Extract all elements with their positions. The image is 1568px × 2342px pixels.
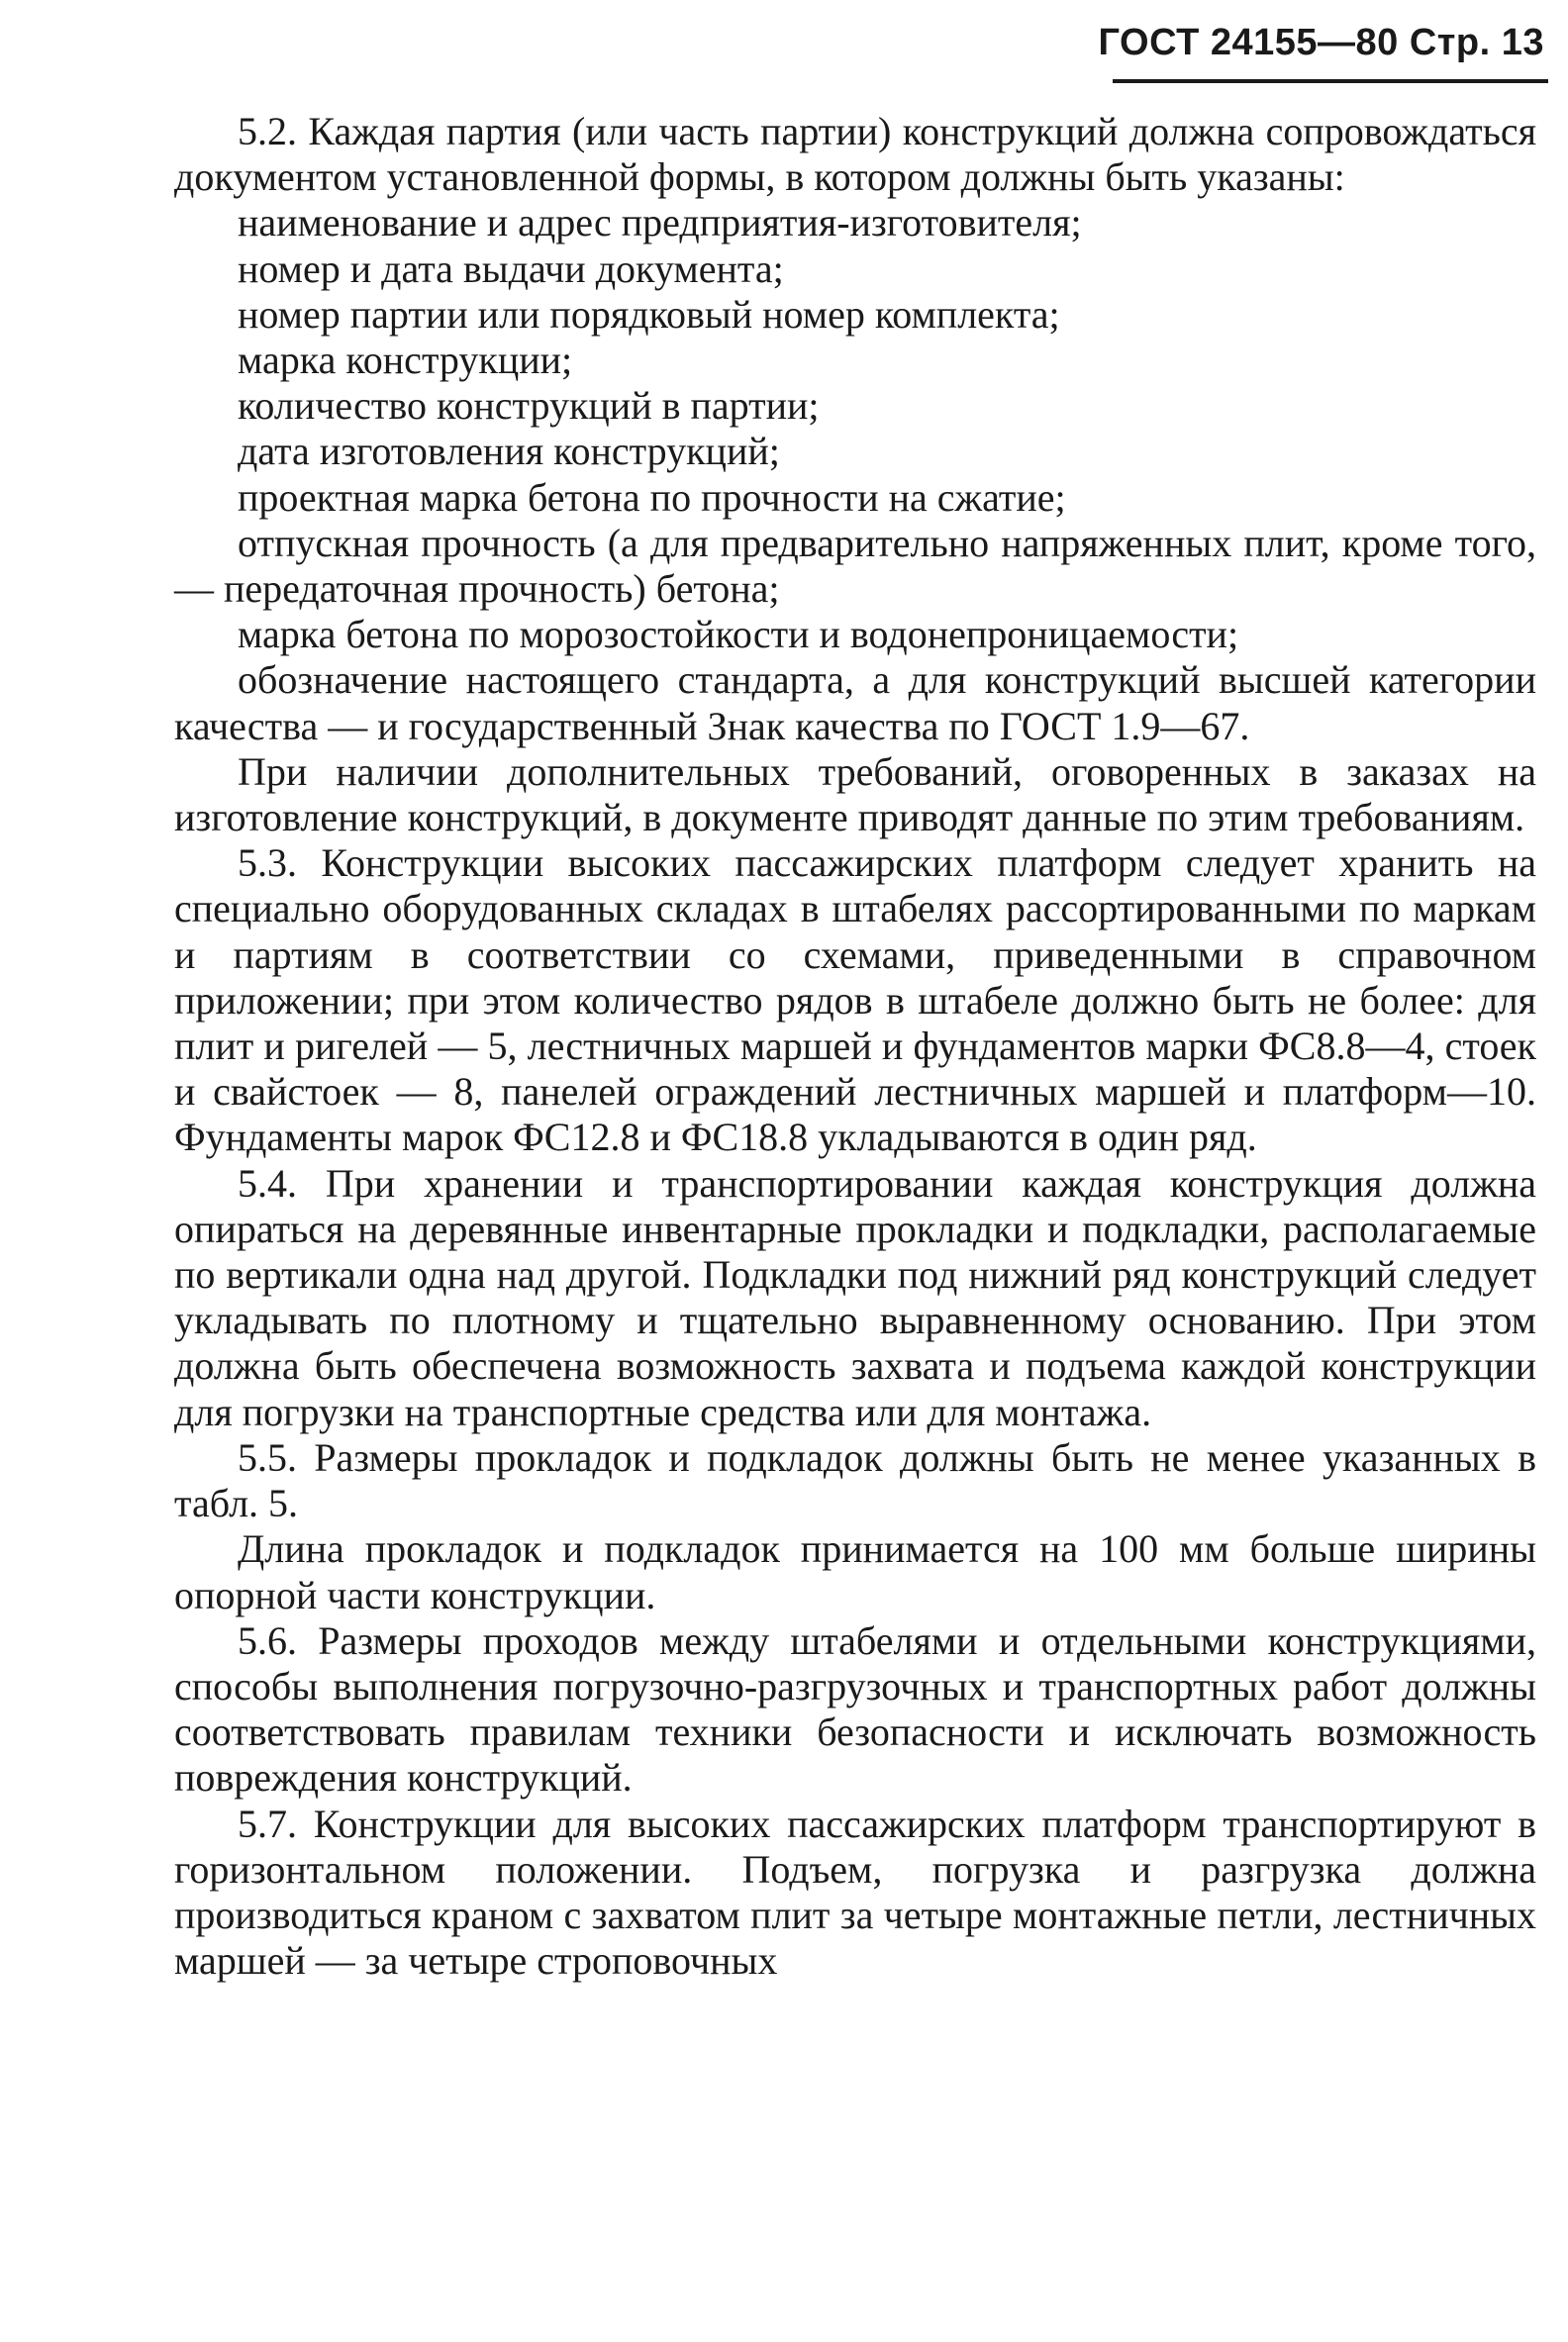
list-item: проектная марка бетона по прочности на сжатие; bbox=[238, 474, 1066, 520]
paragraph-additional-requirements: При наличии дополнительных требований, оговоренных в заказах на изготовление конструкций, в документе приводят данные по этим требованиям. bbox=[174, 748, 1536, 840]
paragraph-5-7: 5.7. Конструкции для высоких пассажирских платформ транспортируют в горизонтальном положении. Подъем, погрузка и разгрузка должна производиться краном с захватом плит за четыре монтажные петли, лестничных маршей — за четыре строповочных bbox=[174, 1801, 1536, 1984]
list-item: марка конструкции; bbox=[238, 338, 573, 383]
list-item: номер партии или порядковый номер комплекта; bbox=[238, 291, 1060, 337]
list-item: номер и дата выдачи документа; bbox=[238, 245, 784, 291]
list-item: количество конструкций в партии; bbox=[238, 383, 820, 429]
running-header: ГОСТ 24155—80 Стр. 13 bbox=[1098, 22, 1544, 63]
paragraph-5-3: 5.3. Конструкции высоких пассажирских платформ следует хранить на специально оборудованных складах в штабелях рассортированными по маркам и партиям в соответствии со схемами, приведенными в справочном приложении; при этом количество рядов в штабеле должно быть не более: для плит и ригелей — 5, лестничных маршей и фундаментов марки ФС8.8—4, стоек и свайстоек — 8, панелей ограждений лестничных маршей и платформ—10. Фундаменты марок ФС12.8 и ФС18.8 укладываются в один ряд. bbox=[174, 840, 1536, 1160]
paragraph-5-2: 5.2. Каждая партия (или часть партии) конструкций должна сопровождаться документом установленной формы, в котором должны быть указаны: bbox=[174, 109, 1536, 200]
header-rule bbox=[1113, 79, 1548, 83]
paragraph-length: Длина прокладок и подкладок принимается на 100 мм больше ширины опорной части конструкции. bbox=[174, 1526, 1536, 1617]
list-item: отпускная прочность (а для предварительно напряженных плит, кроме того, — передаточная прочность) бетона; bbox=[174, 520, 1536, 612]
list-item: марка бетона по морозостойкости и водонепроницаемости; bbox=[238, 612, 1239, 657]
list-item: наименование и адрес предприятия-изготовителя; bbox=[238, 200, 1082, 245]
paragraph-5-6: 5.6. Размеры проходов между штабелями и отдельными конструкциями, способы выполнения погрузочно-разгрузочных и транспортных работ должны соответствовать правилам техники безопасности и исключать возможность повреждения конструкций. bbox=[174, 1617, 1536, 1801]
paragraph-5-5: 5.5. Размеры прокладок и подкладок должны быть не менее указанных в табл. 5. bbox=[174, 1434, 1536, 1526]
list-item: дата изготовления конструкций; bbox=[238, 429, 780, 474]
body-text bbox=[174, 109, 1536, 1984]
paragraph-5-4: 5.4. При хранении и транспортировании каждая конструкция должна опираться на деревянные инвентарные прокладки и подкладки, располагаемые по вертикали одна над другой. Подкладки под нижний ряд конструкций следует укладывать по плотному и тщательно выравненному основанию. При этом должна быть обеспечена возможность захвата и подъема каждой конструкции для погрузки на транспортные средства или для монтажа. bbox=[174, 1160, 1536, 1434]
list-item: обозначение настоящего стандарта, а для конструкций высшей категории качества — и государственный Знак качества по ГОСТ 1.9—67. bbox=[174, 657, 1536, 748]
